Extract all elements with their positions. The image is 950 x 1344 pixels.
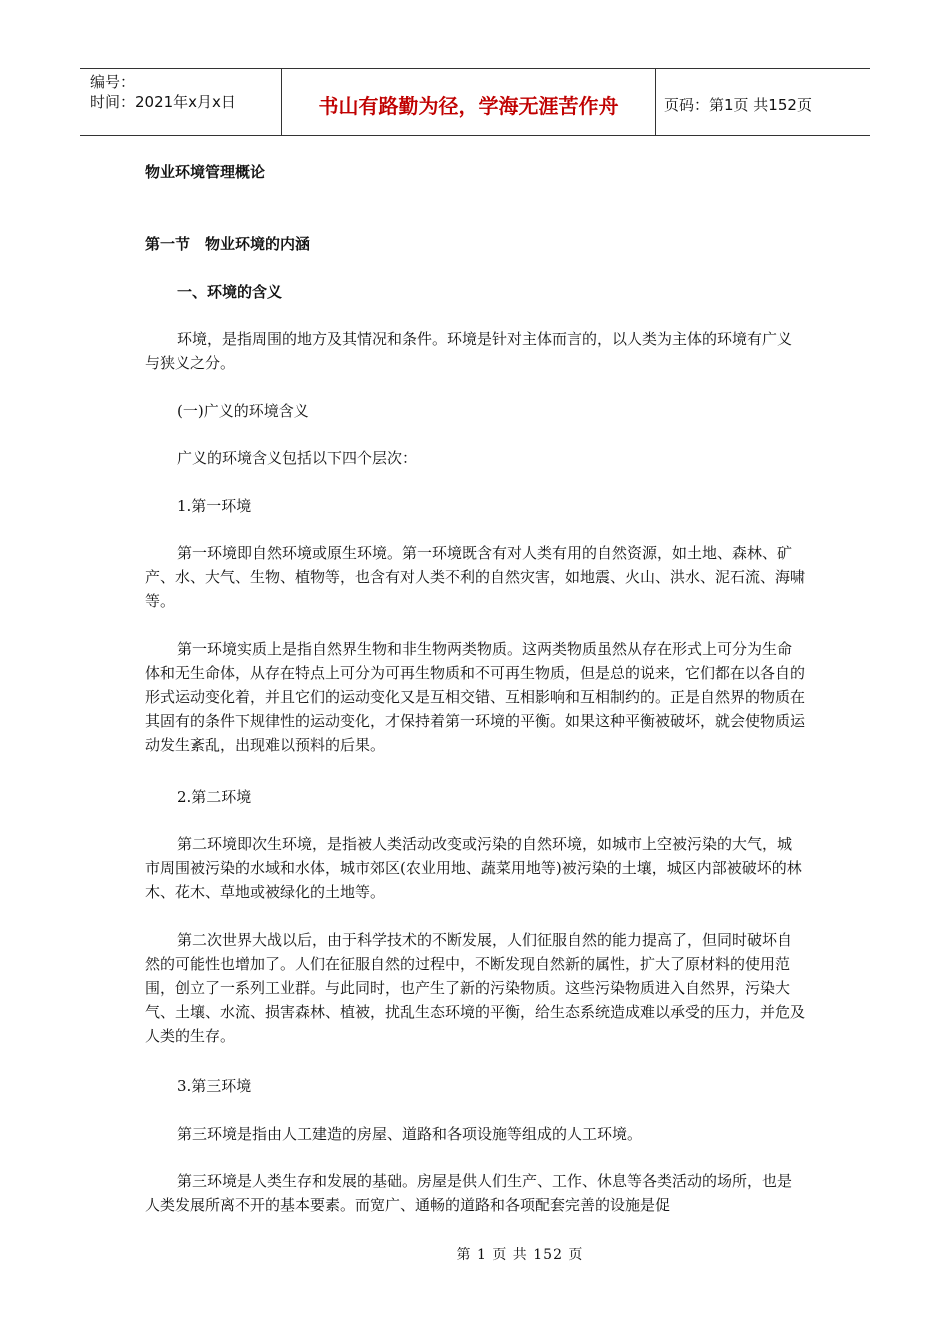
paragraph: (一)广义的环境含义 xyxy=(177,402,309,420)
document-time-label: 时间：2021年x月x日 xyxy=(90,93,236,111)
paragraph: 第一环境实质上是指自然界生物和非生物两类物质。这两类物质虽然从存在形式上可分为生命体和无生命体，从存在特点上可分为可再生物质和不可再生物质，但是总的说来，它们都在以各自的形式运动变化着，并且它们的运动变化又是互相交错、互相影响和互相制约的。正是自然界的物质在其固有的条件下规律性的运动变化，才保持着第一环境的平衡。如果这种平衡被破坏，就会使物质运动发生紊乱，出现难以预料的后果。 xyxy=(145,640,806,754)
header-page-info: 页码：第1页 共152页 xyxy=(664,95,812,114)
document-number-label: 编号： xyxy=(90,73,136,91)
page-header xyxy=(80,68,870,136)
paragraph: 1.第一环境 xyxy=(177,497,252,515)
paragraph: 广义的环境含义包括以下四个层次： xyxy=(177,449,418,467)
page-footer xyxy=(0,1244,950,1264)
paragraph: 第三环境是人类生存和发展的基础。房屋是供人们生产、工作、休息等各类活动的场所，也是人类发展所离不开的基本要素。而宽广、通畅的道路和各项配套完善的设施是促 xyxy=(145,1172,793,1214)
paragraph: 2.第二环境 xyxy=(177,788,252,806)
document-title: 物业环境管理概论 xyxy=(145,163,266,181)
paragraph: 3.第三环境 xyxy=(177,1077,252,1095)
paragraph: 第一环境即自然环境或原生环境。第一环境既含有对人类有用的自然资源，如土地、森林、矿产、水、大气、生物、植物等，也含有对人类不利的自然灾害，如地震、火山、洪水、泥石流、海啸等。 xyxy=(145,544,806,610)
paragraph: 第三环境是指由人工建造的房屋、道路和各项设施等组成的人工环境。 xyxy=(177,1125,643,1143)
paragraph: 第二次世界大战以后，由于科学技术的不断发展，人们征服自然的能力提高了，但同时破坏自然的可能性也增加了。人们在征服自然的过程中，不断发现自然新的属性，扩大了原材料的使用范围，创立了一系列工业群。与此同时，也产生了新的污染物质。这些污染物质进入自然界，污染大气、土壤、水流、损害森林、植被，扰乱生态环境的平衡，给生态系统造成难以承受的压力，并危及人类的生存。 xyxy=(145,931,806,1045)
section-heading: 第一节 物业环境的内涵 xyxy=(145,235,311,253)
footer-page-number: 第 1 页 共 152 页 xyxy=(456,1247,584,1263)
header-motto: 书山有路勤为径，学海无涯苦作舟 xyxy=(282,69,656,135)
paragraph: 环境，是指周围的地方及其情况和条件。环境是针对主体而言的，以人类为主体的环境有广义与狭义之分。 xyxy=(145,330,793,372)
subsection-heading: 一、环境的含义 xyxy=(177,283,283,301)
header-meta xyxy=(80,69,282,135)
paragraph: 第二环境即次生环境，是指被人类活动改变或污染的自然环境，如城市上空被污染的大气，城市周围被污染的水域和水体，城市郊区(农业用地、蔬菜用地等)被污染的土壤，城区内部被破坏的林木、花木、草地或被绿化的土地等。 xyxy=(145,835,802,901)
